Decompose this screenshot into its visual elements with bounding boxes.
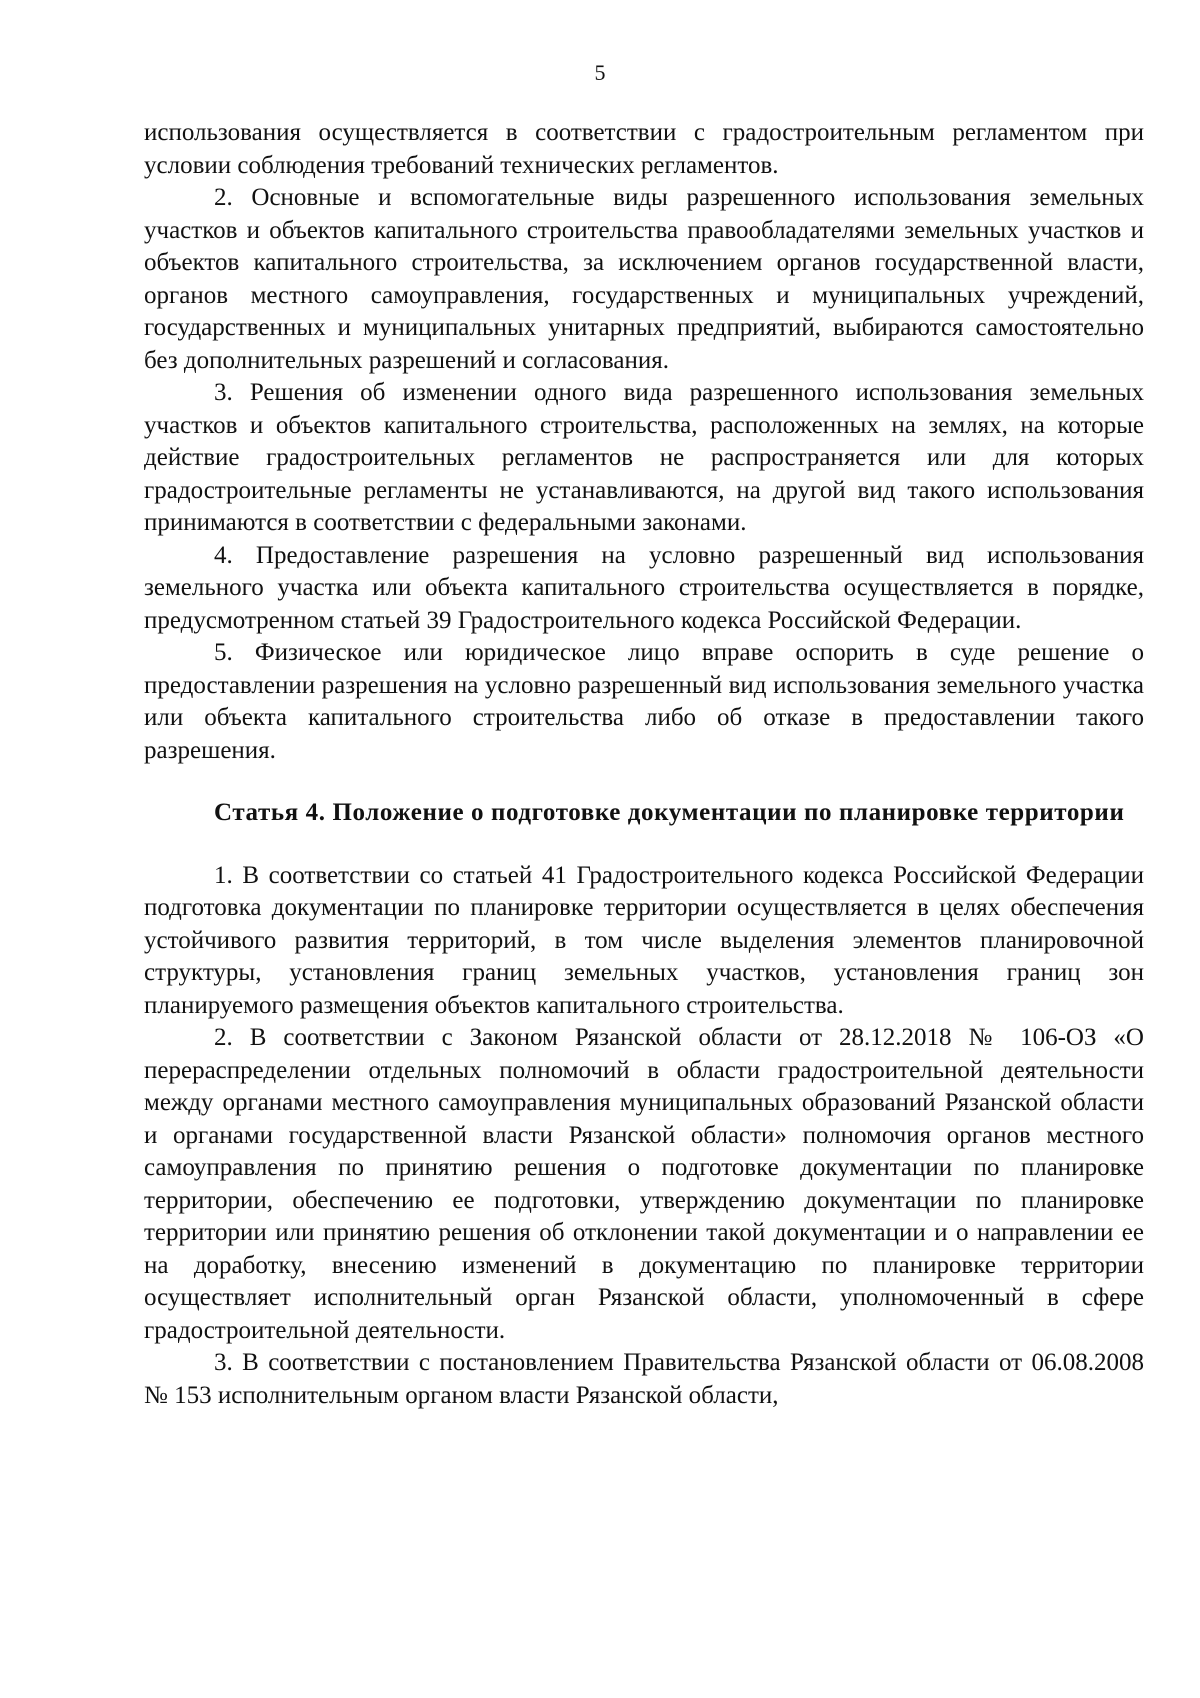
- paragraph-item-3: 3. Решения об изменении одного вида разрешенного использования земельных участков и объектов капитального строительства, расположенных на землях, на которые действие градостроительных регламентов не распространяется или для которых градостроительные регламенты не устанавливаются, на другой вид такого использования принимаются в соответствии с федеральными законами.: [144, 379, 1144, 536]
- article-paragraph-3: 3. В соответствии с постановлением Правительства Рязанской области от 06.08.2008 № 153 исполнительным органом власти Рязанской области,: [144, 1349, 1144, 1409]
- article-paragraph-2: 2. В соответствии с Законом Рязанской области от 28.12.2018 № 106-ОЗ «О перераспределении отдельных полномочий в области градостроительной деятельности между органами местного самоуправления муниципальных образований Рязанской области и органами государственной власти Рязанской области» полномочия органов местного самоуправления по принятию решения о подготовке документации по планировке территории, обеспечению ее подготовки, утверждению документации по планировке территории или принятию решения об отклонении такой документации и о направлении ее на доработку, внесению изменений в документацию по планировке территории осуществляет исполнительный орган Рязанской области, уполномоченный в сфере градостроительной деятельности.: [144, 1024, 1144, 1344]
- article-paragraph-1: 1. В соответствии со статьей 41 Градостроительного кодекса Российской Федерации подготовка документации по планировке территории осуществляется в целях обеспечения устойчивого развития территорий, в том числе выделения элементов планировочной структуры, установления границ земельных участков, установления границ зон планируемого размещения объектов капитального строительства.: [144, 861, 1144, 1019]
- paragraph-item-2: 2. Основные и вспомогательные виды разрешенного использования земельных участков и объектов капитального строительства правообладателями земельных участков и объектов капитального строительства, за исключением органов государственной власти, органов местного самоуправления, государственных и муниципальных учреждений, государственных и муниципальных унитарных предприятий, выбираются самостоятельно без дополнительных разрешений и согласования.: [144, 184, 1144, 374]
- paragraph-continuation: использования осуществляется в соответствии с градостроительным регламентом при условии соблюдения требований технических регламентов.: [144, 119, 1144, 179]
- article-heading: Статья 4. Положение о подготовке документации по планировке территории: [214, 799, 1125, 826]
- document-body: [144, 117, 1144, 1412]
- paragraph-item-4: 4. Предоставление разрешения на условно разрешенный вид использования земельного участка или объекта капитального строительства осуществляется в порядке, предусмотренном статьей 39 Градостроительного кодекса Российской Федерации.: [144, 541, 1144, 634]
- page-number: 5: [594, 60, 606, 85]
- paragraph-item-5: 5. Физическое или юридическое лицо вправе оспорить в суде решение о предоставлении разрешения на условно разрешенный вид использования земельного участка или объекта капитального строительства либо об отказе в предоставлении такого разрешения.: [144, 639, 1144, 764]
